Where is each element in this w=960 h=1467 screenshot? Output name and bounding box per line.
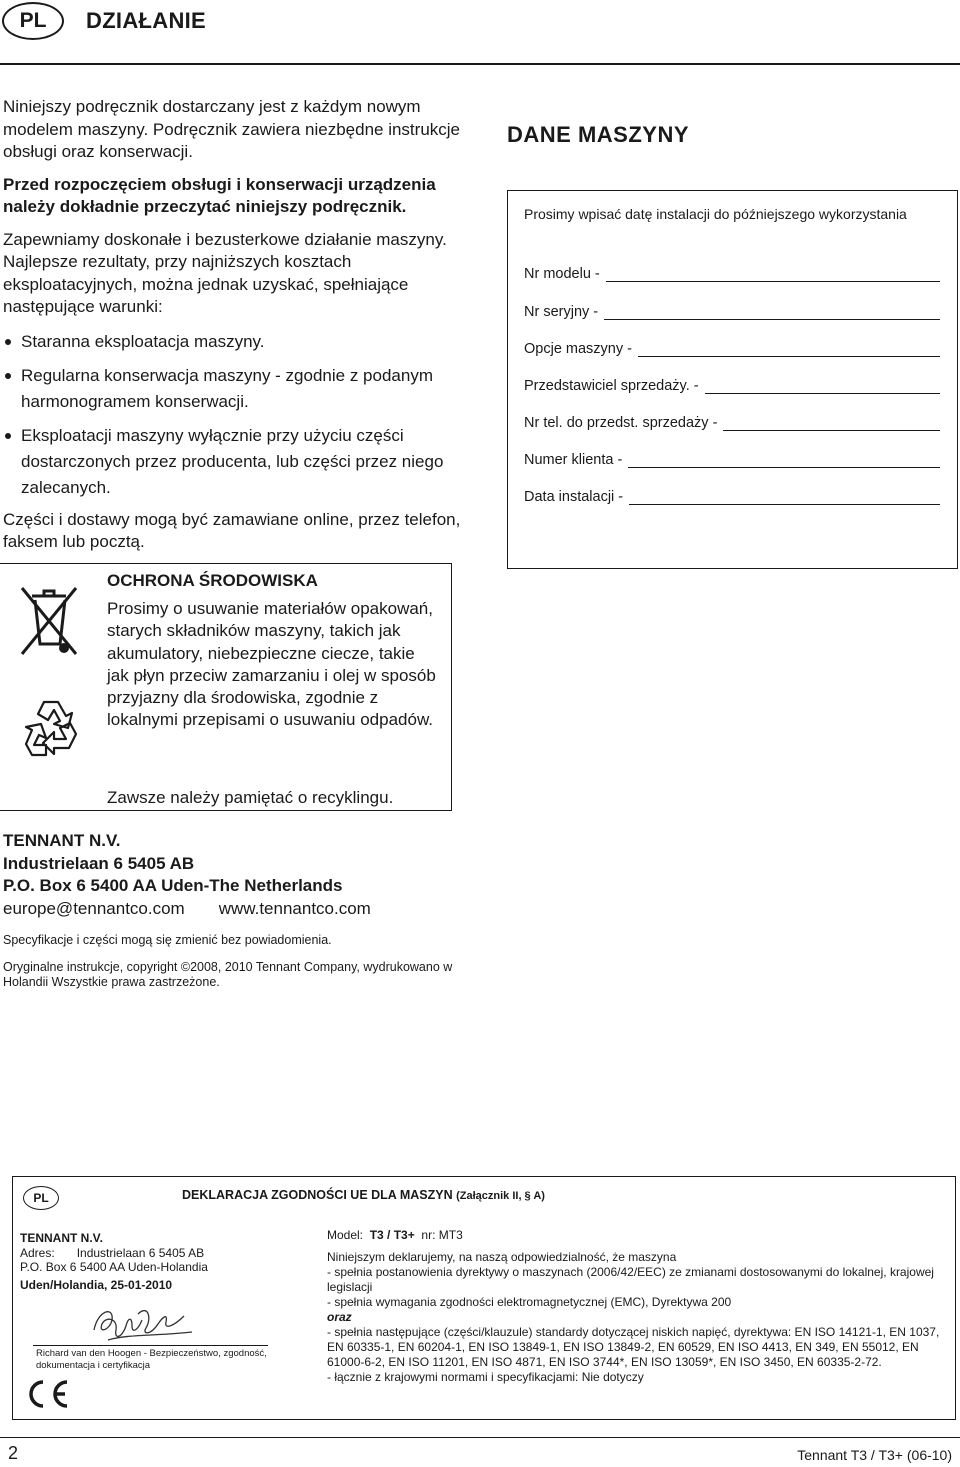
- field-line: [606, 267, 940, 282]
- declaration-language-badge: [23, 1186, 59, 1210]
- intro-section: [3, 96, 463, 564]
- machine-data-title: DANE MASZYNY: [507, 122, 690, 147]
- address-value: Industrielaan 6 5405 AB: [76, 1245, 205, 1260]
- field-line: [604, 305, 940, 320]
- language-badge-label: PL: [19, 9, 47, 32]
- bullet-icon: [5, 373, 11, 379]
- declaration-po-box: P.O. Box 6 5400 AA Uden-Holandia: [20, 1260, 208, 1274]
- declaration-line: - łącznie z krajowymi normami i specyfikacjami: Nie dotyczy: [327, 1370, 644, 1384]
- ce-mark-icon: [21, 1378, 71, 1410]
- field-label: Opcje maszyny -: [524, 341, 632, 357]
- customer-number-field[interactable]: [524, 452, 940, 468]
- header-divider: [0, 63, 960, 65]
- declaration-place-date: Uden/Holandia, 25-01-2010: [20, 1277, 173, 1292]
- ordering-info: Części i dostawy mogą być zamawiane online, przez telefon, faksem lub pocztą.: [3, 509, 461, 551]
- model-label: Model:: [327, 1228, 364, 1242]
- model-value: T3 / T3+: [369, 1228, 415, 1242]
- intro-performance: Zapewniamy doskonałe i bezusterkowe działanie maszyny. Najlepsze rezultaty, przy najniższych kosztach eksploatacyjnych, można jednak uzyskać, spełniające następujące warunki:: [3, 229, 447, 316]
- sales-rep-field[interactable]: [524, 378, 940, 394]
- machine-options-field[interactable]: [524, 341, 940, 357]
- machine-data-intro: Prosimy wpisać datę instalacji do późniejszego wykorzystania: [524, 206, 907, 222]
- conditions-list: [3, 329, 463, 501]
- field-label: Nr modelu -: [524, 266, 600, 282]
- company-po-box: P.O. Box 6 5400 AA Uden-The Netherlands: [3, 876, 343, 895]
- field-label: Nr seryjny -: [524, 304, 599, 320]
- recycle-note: Zawsze należy pamiętać o recyklingu.: [107, 788, 394, 807]
- list-item-text: Regularna konserwacja maszyny - zgodnie z podanym harmonogramem konserwacji.: [21, 365, 433, 411]
- declaration-address: [20, 1246, 208, 1261]
- declaration-title-text: DEKLARACJA ZGODNOŚCI UE DLA MASZYN: [182, 1188, 453, 1202]
- intro-paragraph: Niniejszy podręcznik dostarczany jest z każdym nowym modelem maszyny. Podręcznik zawiera niezbędne instrukcje obsługi oraz konserwacji.: [3, 97, 460, 161]
- declaration-title: [182, 1188, 545, 1202]
- declaration-company-name: TENNANT N.V.: [20, 1231, 103, 1245]
- page-number: 2: [8, 1443, 19, 1463]
- nr-label: nr:: [421, 1228, 436, 1242]
- weee-bin-crossed-icon: [14, 582, 84, 664]
- intro-warning: Przed rozpoczęciem obsługi i konserwacji urządzenia należy dokładnie przeczytać niniejszy podręcznik.: [3, 174, 436, 216]
- environment-text: Prosimy o usuwanie materiałów opakowań, starych składników maszyny, takich jak akumulatory, niebezpieczne ciecze, takie jak płyn przeciw zamarzaniu i olej w sposób przyjazny dla środowiska, zgodnie z lokalnymi przepisami o usuwaniu odpadów.: [107, 599, 436, 730]
- footer-divider: [0, 1437, 960, 1438]
- company-street: Industrielaan 6 5405 AB: [3, 853, 195, 873]
- declaration-line: Niniejszym deklarujemy, na naszą odpowiedzialność, że maszyna: [327, 1250, 677, 1264]
- address-label: Adres:: [20, 1245, 55, 1260]
- declaration-model: [327, 1228, 947, 1243]
- declaration-company: [20, 1231, 208, 1292]
- declaration-line: - spełnia wymagania zgodności elektromagnetycznej (EMC), Dyrektywa 200: [327, 1295, 732, 1309]
- declaration-language-label: PL: [33, 1191, 49, 1205]
- company-contacts: [3, 898, 371, 921]
- list-item-text: Eksploatacji maszyny wyłącznie przy użyciu części dostarczonych przez producenta, lub części przez niego zalecanych.: [21, 425, 444, 497]
- spec-change-note: Specyfikacje i części mogą się zmienić bez powiadomienia.: [3, 933, 332, 947]
- list-item: [3, 363, 463, 415]
- field-label: Numer klienta -: [524, 452, 623, 468]
- field-line: [723, 416, 940, 431]
- environment-title: OCHRONA ŚRODOWISKA: [107, 571, 318, 590]
- document-reference: Tennant T3 / T3+ (06-10): [797, 1447, 952, 1463]
- declaration-line: oraz: [327, 1310, 352, 1324]
- serial-number-field[interactable]: [524, 304, 940, 320]
- list-item: [3, 423, 463, 501]
- list-item-text: Staranna eksploatacja maszyny.: [21, 331, 265, 351]
- signature-image: [88, 1300, 198, 1348]
- installation-date-field[interactable]: [524, 489, 940, 505]
- declaration-statements: [327, 1228, 947, 1385]
- field-label: Data instalacji -: [524, 489, 624, 505]
- copyright-note: Oryginalne instrukcje, copyright ©2008, 2010 Tennant Company, wydrukowano w Holandii Wszystkie prawa zastrzeżone.: [3, 960, 453, 989]
- declaration-line: - spełnia następujące (części/klauzule) standardy dotyczącej niskich napięć, dyrektywa: EN ISO 14121-1, EN 1037, EN 60335-1, EN 60204-1, EN ISO 13849-1, EN ISO 13849-2, EN 60529, EN ISO 4413, EN 349, EN 55012, EN 61000-6-2, EN ISO 11201, EN ISO 4871, EN ISO 3744*, EN ISO 13059*, EN ISO 3450, EN 60335-2-72.: [327, 1325, 940, 1369]
- field-line: [638, 342, 940, 357]
- field-label: Przedstawiciel sprzedaży. -: [524, 378, 699, 394]
- signature-line: [33, 1345, 268, 1346]
- bullet-icon: [5, 339, 11, 345]
- company-name: TENNANT N.V.: [3, 831, 121, 850]
- company-email[interactable]: europe@tennantco.com: [3, 898, 185, 918]
- page-title: DZIAŁANIE: [86, 8, 207, 33]
- field-line: [628, 453, 940, 468]
- company-website[interactable]: www.tennantco.com: [218, 898, 371, 918]
- declaration-annex: (Załącznik II, § A): [456, 1190, 545, 1202]
- model-number-field[interactable]: [524, 266, 940, 282]
- field-line: [705, 379, 940, 394]
- language-badge: [2, 2, 64, 40]
- declaration-line: - spełnia postanowienia dyrektywy o maszynach (2006/42/EEC) ze zmianami dostosowanymi do lokalnej, krajowej legislacji: [327, 1265, 934, 1294]
- signatory-caption: Richard van den Hoogen - Bezpieczeństwo, zgodność, dokumentacja i certyfikacja: [36, 1348, 267, 1371]
- list-item: [3, 329, 463, 355]
- recycle-icon: [18, 696, 84, 760]
- field-line: [629, 490, 940, 505]
- company-address: [3, 830, 371, 920]
- bullet-icon: [5, 433, 11, 439]
- sales-rep-phone-field[interactable]: [524, 415, 940, 431]
- field-label: Nr tel. do przedst. sprzedaży -: [524, 415, 718, 431]
- nr-value: MT3: [438, 1228, 463, 1242]
